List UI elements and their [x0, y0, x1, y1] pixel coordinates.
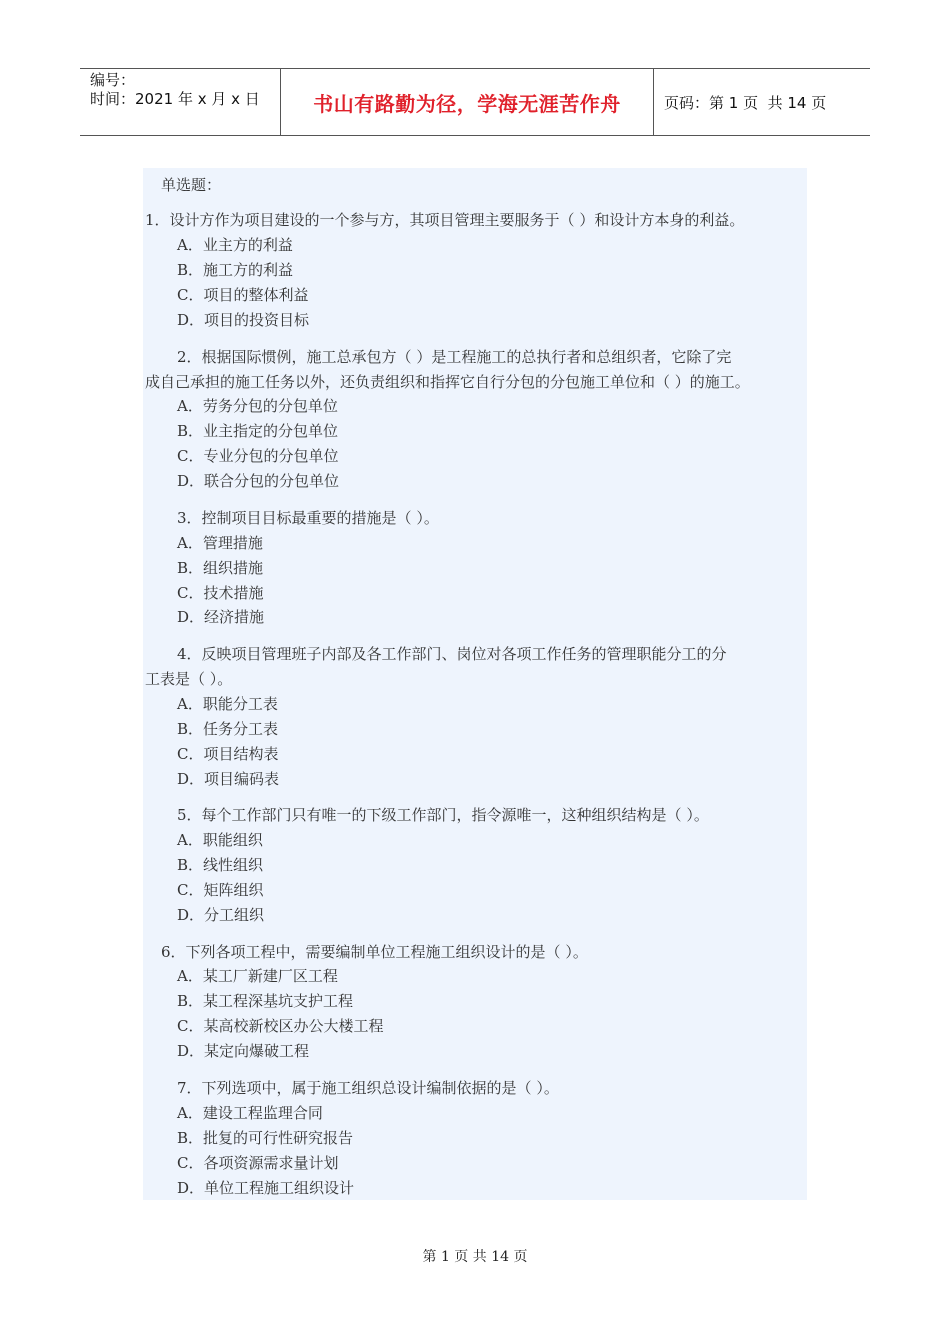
question-5-option-d: D．分工组织	[177, 906, 265, 924]
question-2-stem-line-1: 2．根据国际惯例，施工总承包方（ ）是工程施工的总执行者和总组织者，它除了完	[177, 348, 732, 366]
section-title: 单选题：	[161, 176, 222, 194]
page-footer: 第 1 页 共 14 页	[422, 1249, 528, 1265]
question-7-option-a: A．建设工程监理合同	[177, 1104, 323, 1122]
question-6-stem: 6．下列各项工程中，需要编制单位工程施工组织设计的是（ ）。	[161, 943, 588, 961]
question-2-option-d: D．联合分包的分包单位	[177, 472, 340, 490]
question-3-option-c: C．技术措施	[177, 584, 264, 602]
question-4-option-b: B．任务分工表	[177, 720, 279, 738]
document-number-label: 编号：	[90, 71, 136, 89]
question-5-option-c: C．矩阵组织	[177, 881, 264, 899]
question-1-option-a: A．业主方的利益	[177, 236, 293, 254]
question-2-option-b: B．业主指定的分包单位	[177, 422, 339, 440]
question-6-option-d: D．某定向爆破工程	[177, 1042, 310, 1060]
question-2-option-c: C．专业分包的分包单位	[177, 447, 339, 465]
question-5-option-b: B．线性组织	[177, 856, 264, 874]
question-3-option-b: B．组织措施	[177, 559, 264, 577]
question-1-option-c: C．项目的整体利益	[177, 286, 309, 304]
question-4-stem-line-2: 工表是（ ）。	[145, 670, 233, 688]
question-3-option-a: A．管理措施	[177, 534, 263, 552]
document-header	[80, 68, 870, 136]
question-6-option-c: C．某高校新校区办公大楼工程	[177, 1017, 384, 1035]
question-4-stem-line-1: 4．反映项目管理班子内部及各工作部门、岗位对各项工作任务的管理职能分工的分	[177, 645, 727, 663]
question-5-option-a: A．职能组织	[177, 831, 263, 849]
question-7-option-b: B．批复的可行性研究报告	[177, 1129, 354, 1147]
header-motto: 书山有路勤为径，学海无涯苦作舟	[281, 69, 654, 135]
question-3-option-d: D．经济措施	[177, 608, 265, 626]
question-2-stem-line-2: 成自己承担的施工任务以外，还负责组织和指挥它自行分包的分包施工单位和（ ）的施工。	[145, 373, 750, 391]
question-7-option-d: D．单位工程施工组织设计	[177, 1179, 355, 1197]
question-7-stem: 7．下列选项中，属于施工组织总设计编制依据的是（ ）。	[177, 1079, 559, 1097]
question-6-option-b: B．某工程深基坑支护工程	[177, 992, 354, 1010]
document-date-label: 时间：2021 年 x 月 x 日	[90, 90, 260, 108]
question-1-stem: 1．设计方作为项目建设的一个参与方，其项目管理主要服务于（ ）和设计方本身的利益。	[145, 211, 745, 229]
question-6-option-a: A．某工厂新建厂区工程	[177, 967, 338, 985]
question-4-option-a: A．职能分工表	[177, 695, 278, 713]
question-7-option-c: C．各项资源需求量计划	[177, 1154, 339, 1172]
question-1-option-d: D．项目的投资目标	[177, 311, 310, 329]
question-5-stem: 5．每个工作部门只有唯一的下级工作部门，指令源唯一，这种组织结构是（ ）。	[177, 806, 709, 824]
question-4-option-d: D．项目编码表	[177, 770, 280, 788]
header-page-info: 页码：第 1 页 共 14 页	[664, 93, 827, 112]
question-2-option-a: A．劳务分包的分包单位	[177, 397, 338, 415]
question-4-option-c: C．项目结构表	[177, 745, 279, 763]
question-1-option-b: B．施工方的利益	[177, 261, 294, 279]
header-meta	[80, 69, 281, 135]
question-3-stem: 3．控制项目目标最重要的措施是（ ）。	[177, 509, 439, 527]
